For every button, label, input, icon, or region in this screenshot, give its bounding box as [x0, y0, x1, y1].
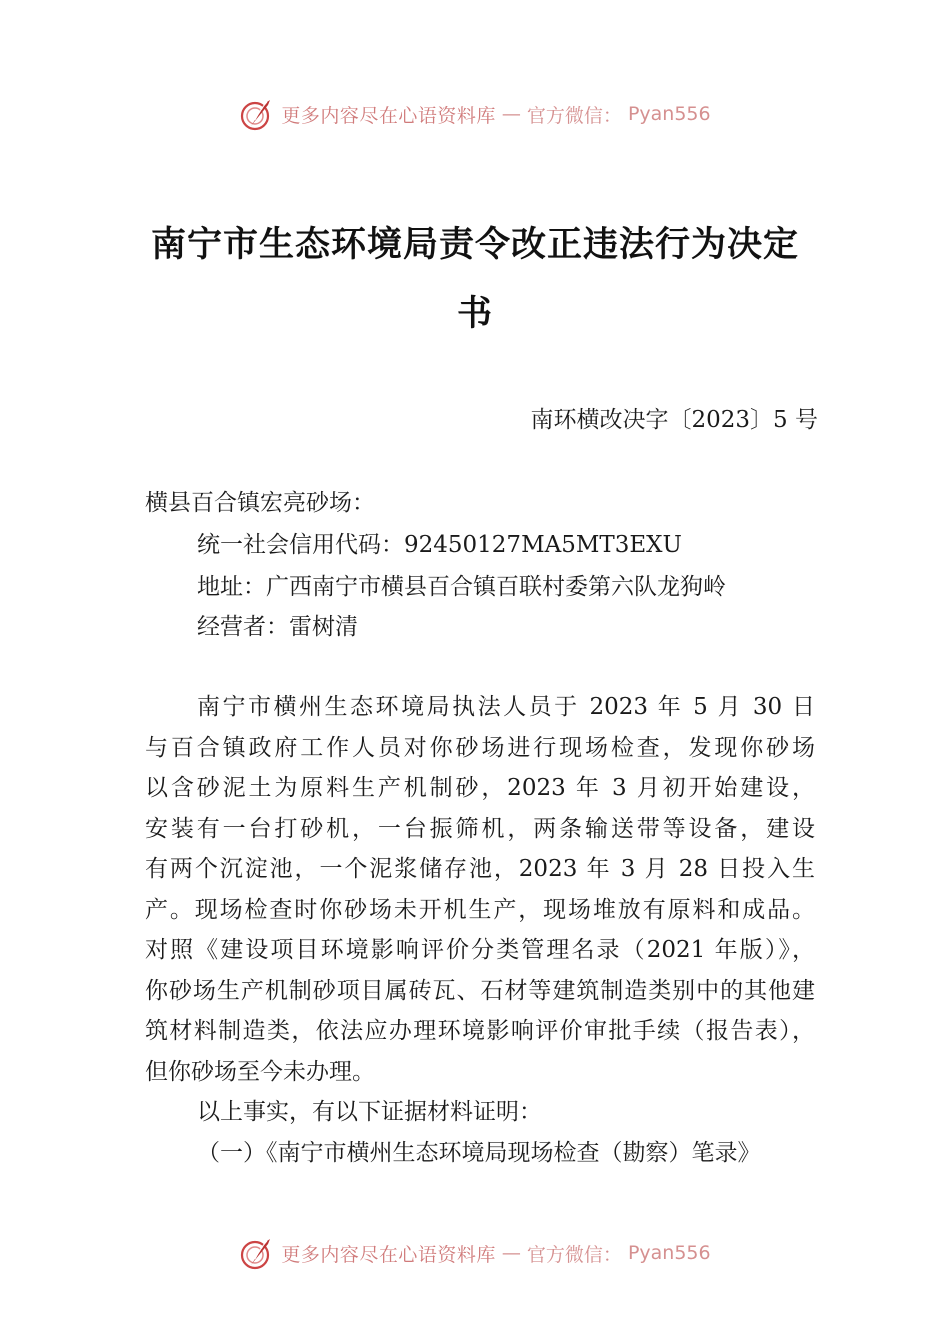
credit-code: 统一社会信用代码：92450127MA5MT3EXU — [197, 532, 682, 558]
evidence-intro: 以上事实，有以下证据材料证明： — [197, 1099, 542, 1125]
watermark-wechat-label: 官方微信： — [526, 1243, 622, 1266]
recipient: 横县百合镇宏亮砂场： — [145, 490, 375, 516]
document-number: 南环横改决字〔2023〕5 号 — [530, 407, 818, 433]
watermark-wechat-label: 官方微信： — [526, 104, 622, 127]
paragraph-line: 与百合镇政府工作人员对你砂场进行现场检查，发现你砂场 — [145, 734, 815, 761]
title-line-1: 南宁市生态环境局责令改正违法行为决定 — [150, 224, 799, 265]
operator: 经营者：雷树清 — [197, 614, 358, 640]
watermark-header — [0, 94, 950, 134]
paragraph-line: 南宁市横州生态环境局执法人员于 2023 年 5 月 30 日 — [197, 694, 815, 720]
watermark-text: 更多内容尽在心语资料库 — [281, 104, 496, 127]
paragraph-line: 产。现场检查时你砂场未开机生产，现场堆放有原料和成品。 — [145, 896, 815, 923]
watermark-separator: — — [501, 103, 521, 125]
address: 地址：广西南宁市横县百合镇百联村委第六队龙狗岭 — [197, 574, 726, 600]
paragraph-line: 以含砂泥土为原料生产机制砂，2023 年 3 月初开始建设， — [145, 775, 815, 801]
watermark-footer — [0, 1233, 950, 1273]
document-title — [145, 210, 805, 348]
evidence-item-1: （一）《南宁市横州生态环境局现场检查（勘察）笔录》 — [197, 1140, 761, 1166]
watermark-wechat-id: Pyan556 — [627, 1242, 711, 1264]
paragraph-line: 安装有一台打砂机，一台振筛机，两条输送带等设备，建设 — [145, 815, 815, 842]
watermark-wechat-id: Pyan556 — [627, 103, 711, 125]
watermark-text: 更多内容尽在心语资料库 — [281, 1243, 496, 1266]
paragraph-line: 筑材料制造类，依法应办理环境影响评价审批手续（报告表）， — [145, 1018, 815, 1044]
paragraph-line: 有两个沉淀池，一个泥浆储存池，2023 年 3 月 28 日投入生 — [145, 856, 815, 882]
paragraph-line: 你砂场生产机制砂项目属砖瓦、石材等建筑制造类别中的其他建 — [145, 977, 815, 1004]
paragraph-line: 但你砂场至今未办理。 — [145, 1058, 375, 1085]
title-line-2: 书 — [456, 293, 493, 334]
quill-logo-icon — [239, 1235, 275, 1271]
paragraph-line: 对照《建设项目环境影响评价分类管理名录（2021 年版）》， — [145, 937, 815, 963]
quill-logo-icon — [239, 96, 275, 132]
watermark-separator: — — [501, 1242, 521, 1264]
facts-paragraph — [145, 687, 815, 1092]
